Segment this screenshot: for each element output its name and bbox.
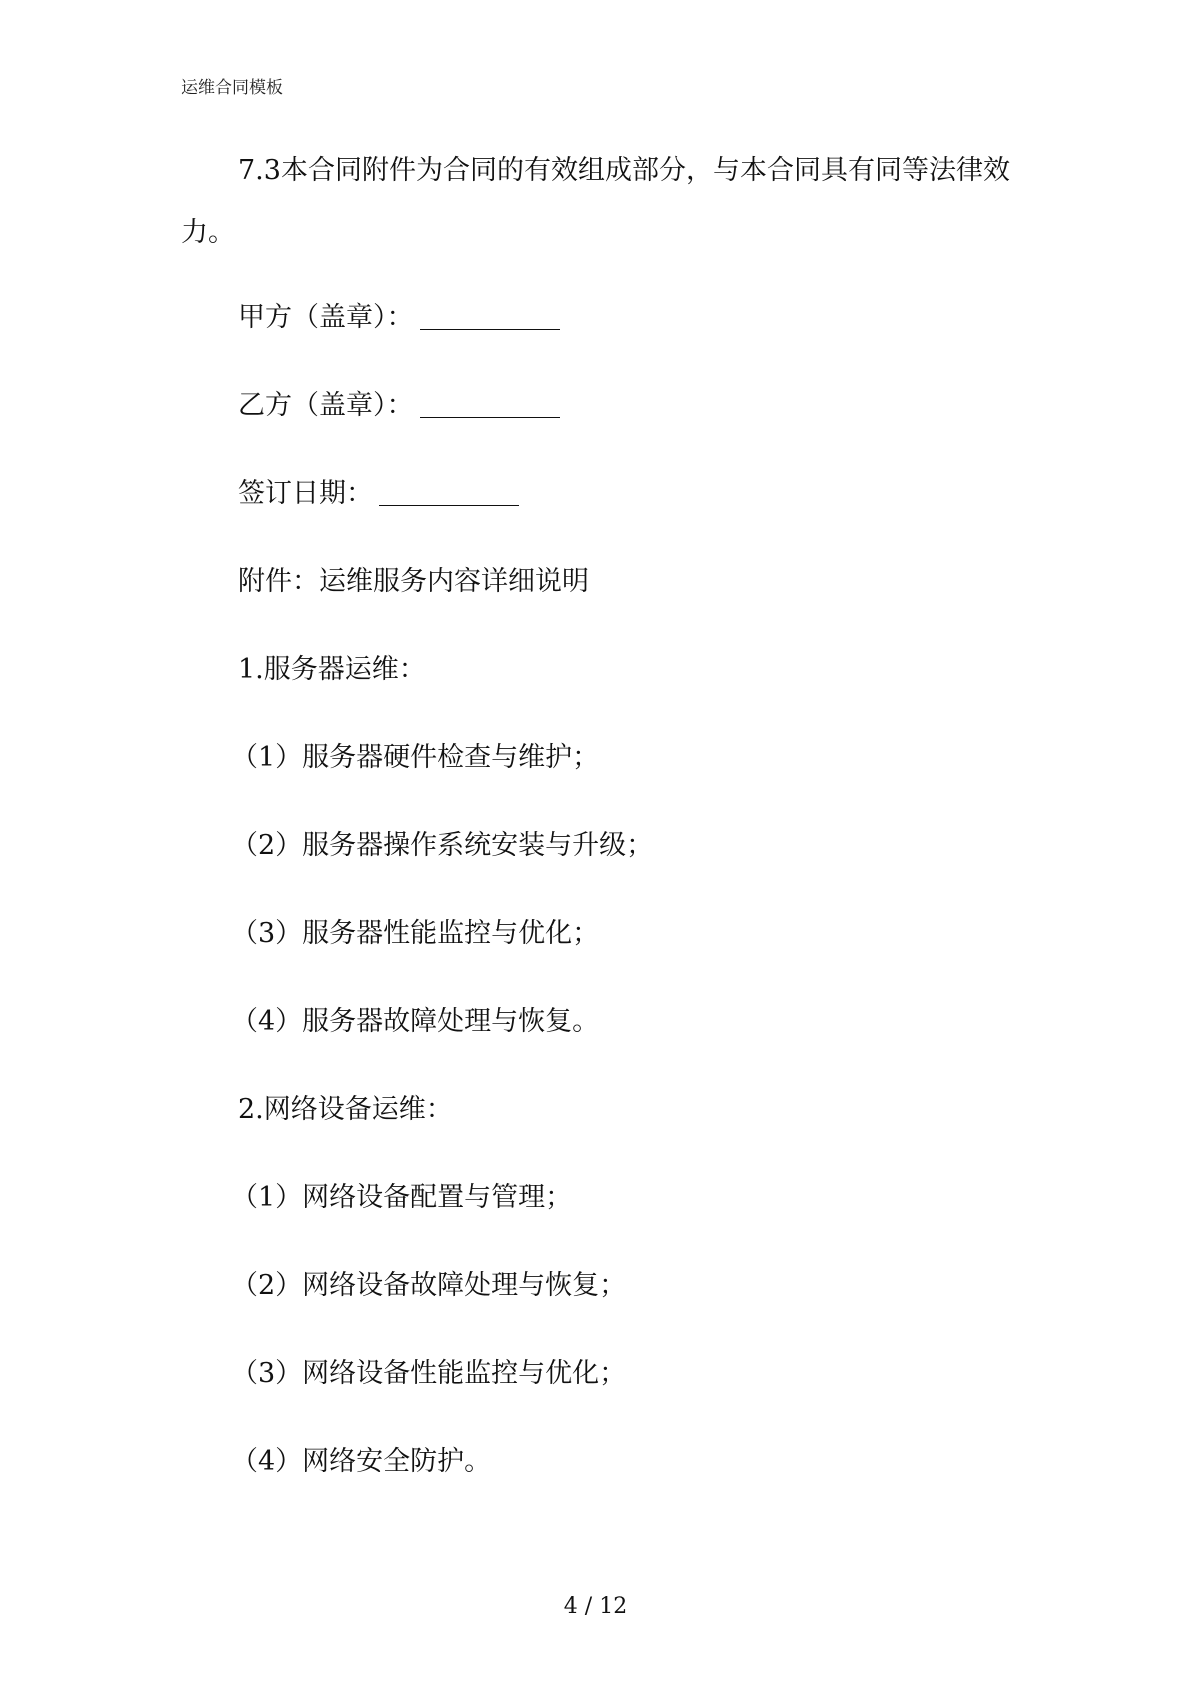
party-a-blank — [420, 287, 560, 330]
section-2-item: （4）网络安全防护。 — [231, 1446, 492, 1477]
party-b-blank — [420, 375, 560, 418]
section-1-title: 1.服务器运维： — [238, 654, 426, 685]
appendix-title: 附件：运维服务内容详细说明 — [238, 566, 589, 597]
section-1-item: （3）服务器性能监控与优化； — [231, 918, 600, 949]
document-body — [181, 140, 1011, 1493]
party-b-label: 乙方（盖章）： — [238, 390, 414, 421]
clause-7-3: 7.3本合同附件为合同的有效组成部分，与本合同具有同等法律效力。 — [181, 155, 1010, 248]
party-a-label: 甲方（盖章）： — [238, 302, 414, 333]
party-b-signature-line — [181, 375, 1011, 437]
section-1-item: （1）服务器硬件检查与维护； — [231, 742, 600, 773]
section-1-item: （2）服务器操作系统安装与升级； — [231, 830, 654, 861]
section-2-item: （2）网络设备故障处理与恢复； — [231, 1270, 627, 1301]
section-2-title: 2.网络设备运维： — [238, 1094, 453, 1125]
document-header: 运维合同模板 — [181, 78, 283, 98]
section-1-item: （4）服务器故障处理与恢复。 — [231, 1006, 600, 1037]
sign-date-label: 签订日期： — [238, 478, 373, 509]
section-2-item: （1）网络设备配置与管理； — [231, 1182, 573, 1213]
sign-date-line — [181, 463, 1011, 525]
party-a-signature-line — [181, 287, 1011, 349]
page-number: 4 / 12 — [563, 1594, 628, 1619]
section-2-item: （3）网络设备性能监控与优化； — [231, 1358, 627, 1389]
sign-date-blank — [379, 463, 519, 506]
